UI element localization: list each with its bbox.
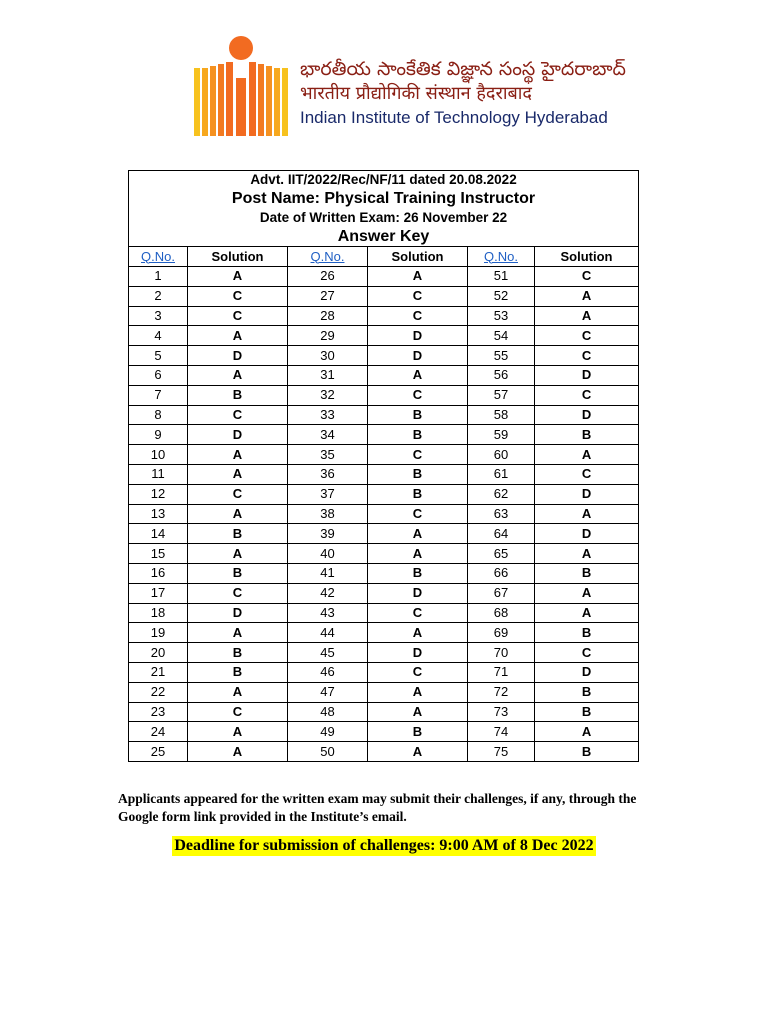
solution-cell: D (535, 524, 639, 544)
question-number-cell: 5 (129, 346, 188, 366)
question-number-cell: 69 (468, 623, 535, 643)
solution-cell: B (535, 623, 639, 643)
answer-key-table (128, 170, 639, 762)
solution-cell: A (188, 504, 288, 524)
question-number-cell: 60 (468, 445, 535, 465)
solution-cell: A (188, 365, 288, 385)
solution-cell: A (188, 682, 288, 702)
deadline-container (0, 836, 768, 856)
solution-cell: B (368, 722, 468, 742)
solution-cell: A (535, 603, 639, 623)
question-number-cell: 37 (288, 484, 368, 504)
solution-cell: B (188, 385, 288, 405)
question-number-cell: 46 (288, 662, 368, 682)
question-number-cell: 30 (288, 346, 368, 366)
solution-cell: C (368, 445, 468, 465)
question-number-cell: 45 (288, 643, 368, 663)
question-number-cell: 12 (129, 484, 188, 504)
question-number-cell: 34 (288, 425, 368, 445)
solution-cell: B (188, 662, 288, 682)
question-number-cell: 35 (288, 445, 368, 465)
question-number-cell: 22 (129, 682, 188, 702)
question-number-cell: 32 (288, 385, 368, 405)
question-number-cell: 41 (288, 563, 368, 583)
table-row (129, 742, 639, 762)
question-number-cell: 52 (468, 286, 535, 306)
question-number-cell: 55 (468, 346, 535, 366)
solution-cell: A (535, 286, 639, 306)
challenge-note: Applicants appeared for the written exam may submit their challenges, if any, through the Google form link provided in the Institute’s email. (118, 791, 637, 824)
question-number-cell: 17 (129, 583, 188, 603)
solution-cell: C (188, 484, 288, 504)
solution-column-header: Solution (535, 247, 639, 267)
question-number-cell: 72 (468, 682, 535, 702)
column-header-row (129, 247, 639, 267)
solution-cell: B (368, 484, 468, 504)
question-number-cell: 7 (129, 385, 188, 405)
institute-names (300, 60, 626, 126)
table-row (129, 524, 639, 544)
solution-cell: B (188, 524, 288, 544)
question-number-cell: 2 (129, 286, 188, 306)
solution-cell: B (368, 563, 468, 583)
solution-cell: A (368, 742, 468, 762)
solution-cell: C (368, 306, 468, 326)
solution-cell: B (535, 425, 639, 445)
question-number-cell: 19 (129, 623, 188, 643)
question-number-cell: 42 (288, 583, 368, 603)
question-number-cell: 9 (129, 425, 188, 445)
solution-column-header: Solution (188, 247, 288, 267)
solution-cell: A (368, 702, 468, 722)
solution-cell: A (188, 464, 288, 484)
solution-cell: A (535, 544, 639, 564)
question-number-cell: 75 (468, 742, 535, 762)
solution-cell: D (368, 326, 468, 346)
question-number-cell: 47 (288, 682, 368, 702)
solution-cell: D (535, 405, 639, 425)
table-row (129, 326, 639, 346)
table-row (129, 623, 639, 643)
table-row (129, 306, 639, 326)
question-number-cell: 8 (129, 405, 188, 425)
solution-cell: D (368, 643, 468, 663)
solution-cell: B (188, 563, 288, 583)
solution-cell: D (188, 425, 288, 445)
table-row (129, 682, 639, 702)
solution-cell: A (535, 722, 639, 742)
solution-cell: C (368, 385, 468, 405)
post-name: Post Name: Physical Training Instructor (129, 190, 639, 209)
table-row (129, 464, 639, 484)
solution-cell: D (368, 583, 468, 603)
table-row (129, 484, 639, 504)
institute-header (192, 34, 626, 140)
table-row (129, 504, 639, 524)
solution-cell: C (535, 326, 639, 346)
question-number-cell: 33 (288, 405, 368, 425)
table-row (129, 583, 639, 603)
table-row (129, 544, 639, 564)
solution-cell: C (535, 346, 639, 366)
question-number-cell: 64 (468, 524, 535, 544)
solution-cell: A (368, 365, 468, 385)
solution-cell: D (535, 365, 639, 385)
question-number-cell: 13 (129, 504, 188, 524)
solution-cell: B (535, 702, 639, 722)
question-number-cell: 56 (468, 365, 535, 385)
question-number-cell: 4 (129, 326, 188, 346)
question-number-cell: 24 (129, 722, 188, 742)
question-number-cell: 67 (468, 583, 535, 603)
qno-column-header[interactable]: Q.No. (129, 247, 188, 267)
question-number-cell: 74 (468, 722, 535, 742)
question-number-cell: 50 (288, 742, 368, 762)
institute-name-telugu: భారతీయ సాంకేతిక విజ్ఞాన సంస్థ హైదరాబాద్ (300, 58, 626, 80)
solution-cell: C (188, 702, 288, 722)
solution-cell: B (368, 405, 468, 425)
solution-cell: A (535, 504, 639, 524)
solution-cell: A (368, 544, 468, 564)
solution-cell: A (535, 306, 639, 326)
solution-cell: C (535, 464, 639, 484)
question-number-cell: 11 (129, 464, 188, 484)
question-number-cell: 58 (468, 405, 535, 425)
solution-cell: A (188, 544, 288, 564)
question-number-cell: 40 (288, 544, 368, 564)
question-number-cell: 49 (288, 722, 368, 742)
question-number-cell: 25 (129, 742, 188, 762)
solution-cell: C (368, 286, 468, 306)
solution-cell: A (188, 445, 288, 465)
solution-cell: D (535, 662, 639, 682)
solution-cell: A (188, 266, 288, 286)
solution-cell: D (535, 484, 639, 504)
solution-cell: B (368, 425, 468, 445)
exam-date: Date of Written Exam: 26 November 22 (129, 209, 639, 228)
solution-cell: B (535, 742, 639, 762)
table-row (129, 385, 639, 405)
solution-cell: B (368, 464, 468, 484)
solution-cell: A (368, 266, 468, 286)
table-row (129, 563, 639, 583)
table-row (129, 266, 639, 286)
question-number-cell: 62 (468, 484, 535, 504)
solution-cell: C (535, 266, 639, 286)
question-number-cell: 48 (288, 702, 368, 722)
table-row (129, 286, 639, 306)
question-number-cell: 61 (468, 464, 535, 484)
deadline-notice: Deadline for submission of challenges: 9:00 AM of 8 Dec 2022 (174, 837, 594, 854)
question-number-cell: 73 (468, 702, 535, 722)
table-row (129, 405, 639, 425)
solution-cell: C (188, 306, 288, 326)
solution-cell: A (535, 445, 639, 465)
solution-cell: C (188, 405, 288, 425)
institute-name-hindi: भारतीय प्रौद्योगिकी संस्थान हैदराबाद (300, 83, 532, 104)
solution-cell: C (535, 643, 639, 663)
question-number-cell: 68 (468, 603, 535, 623)
question-number-cell: 20 (129, 643, 188, 663)
iith-logo-icon (192, 34, 292, 140)
table-row (129, 445, 639, 465)
question-number-cell: 29 (288, 326, 368, 346)
advertisement-number: Advt. IIT/2022/Rec/NF/11 dated 20.08.2022 (129, 171, 639, 190)
solution-cell: C (368, 504, 468, 524)
question-number-cell: 27 (288, 286, 368, 306)
solution-cell: D (188, 603, 288, 623)
question-number-cell: 14 (129, 524, 188, 544)
solution-column-header: Solution (368, 247, 468, 267)
solution-cell: A (368, 682, 468, 702)
table-row (129, 662, 639, 682)
question-number-cell: 66 (468, 563, 535, 583)
question-number-cell: 6 (129, 365, 188, 385)
question-number-cell: 21 (129, 662, 188, 682)
question-number-cell: 54 (468, 326, 535, 346)
question-number-cell: 63 (468, 504, 535, 524)
answer-key-title: Answer Key (129, 227, 639, 246)
question-number-cell: 71 (468, 662, 535, 682)
question-number-cell: 10 (129, 445, 188, 465)
table-row (129, 722, 639, 742)
qno-column-header[interactable]: Q.No. (288, 247, 368, 267)
question-number-cell: 65 (468, 544, 535, 564)
solution-cell: A (188, 722, 288, 742)
question-number-cell: 28 (288, 306, 368, 326)
question-number-cell: 59 (468, 425, 535, 445)
solution-cell: C (188, 286, 288, 306)
question-number-cell: 23 (129, 702, 188, 722)
table-row (129, 346, 639, 366)
question-number-cell: 51 (468, 266, 535, 286)
table-row (129, 365, 639, 385)
table-row (129, 643, 639, 663)
solution-cell: B (188, 643, 288, 663)
question-number-cell: 53 (468, 306, 535, 326)
solution-cell: C (535, 385, 639, 405)
solution-cell: C (188, 583, 288, 603)
question-number-cell: 16 (129, 563, 188, 583)
question-number-cell: 70 (468, 643, 535, 663)
solution-cell: D (188, 346, 288, 366)
solution-cell: A (535, 583, 639, 603)
question-number-cell: 44 (288, 623, 368, 643)
question-number-cell: 26 (288, 266, 368, 286)
solution-cell: C (368, 662, 468, 682)
question-number-cell: 43 (288, 603, 368, 623)
institute-name-english: Indian Institute of Technology Hyderabad (300, 108, 608, 127)
solution-cell: A (368, 524, 468, 544)
question-number-cell: 31 (288, 365, 368, 385)
solution-cell: A (188, 742, 288, 762)
qno-column-header[interactable]: Q.No. (468, 247, 535, 267)
solution-cell: A (188, 326, 288, 346)
question-number-cell: 38 (288, 504, 368, 524)
solution-cell: B (535, 682, 639, 702)
question-number-cell: 57 (468, 385, 535, 405)
question-number-cell: 15 (129, 544, 188, 564)
question-number-cell: 18 (129, 603, 188, 623)
question-number-cell: 3 (129, 306, 188, 326)
solution-cell: A (368, 623, 468, 643)
solution-cell: C (368, 603, 468, 623)
question-number-cell: 39 (288, 524, 368, 544)
question-number-cell: 36 (288, 464, 368, 484)
solution-cell: A (188, 623, 288, 643)
solution-cell: B (535, 563, 639, 583)
solution-cell: D (368, 346, 468, 366)
table-row (129, 702, 639, 722)
table-row (129, 425, 639, 445)
question-number-cell: 1 (129, 266, 188, 286)
table-row (129, 603, 639, 623)
